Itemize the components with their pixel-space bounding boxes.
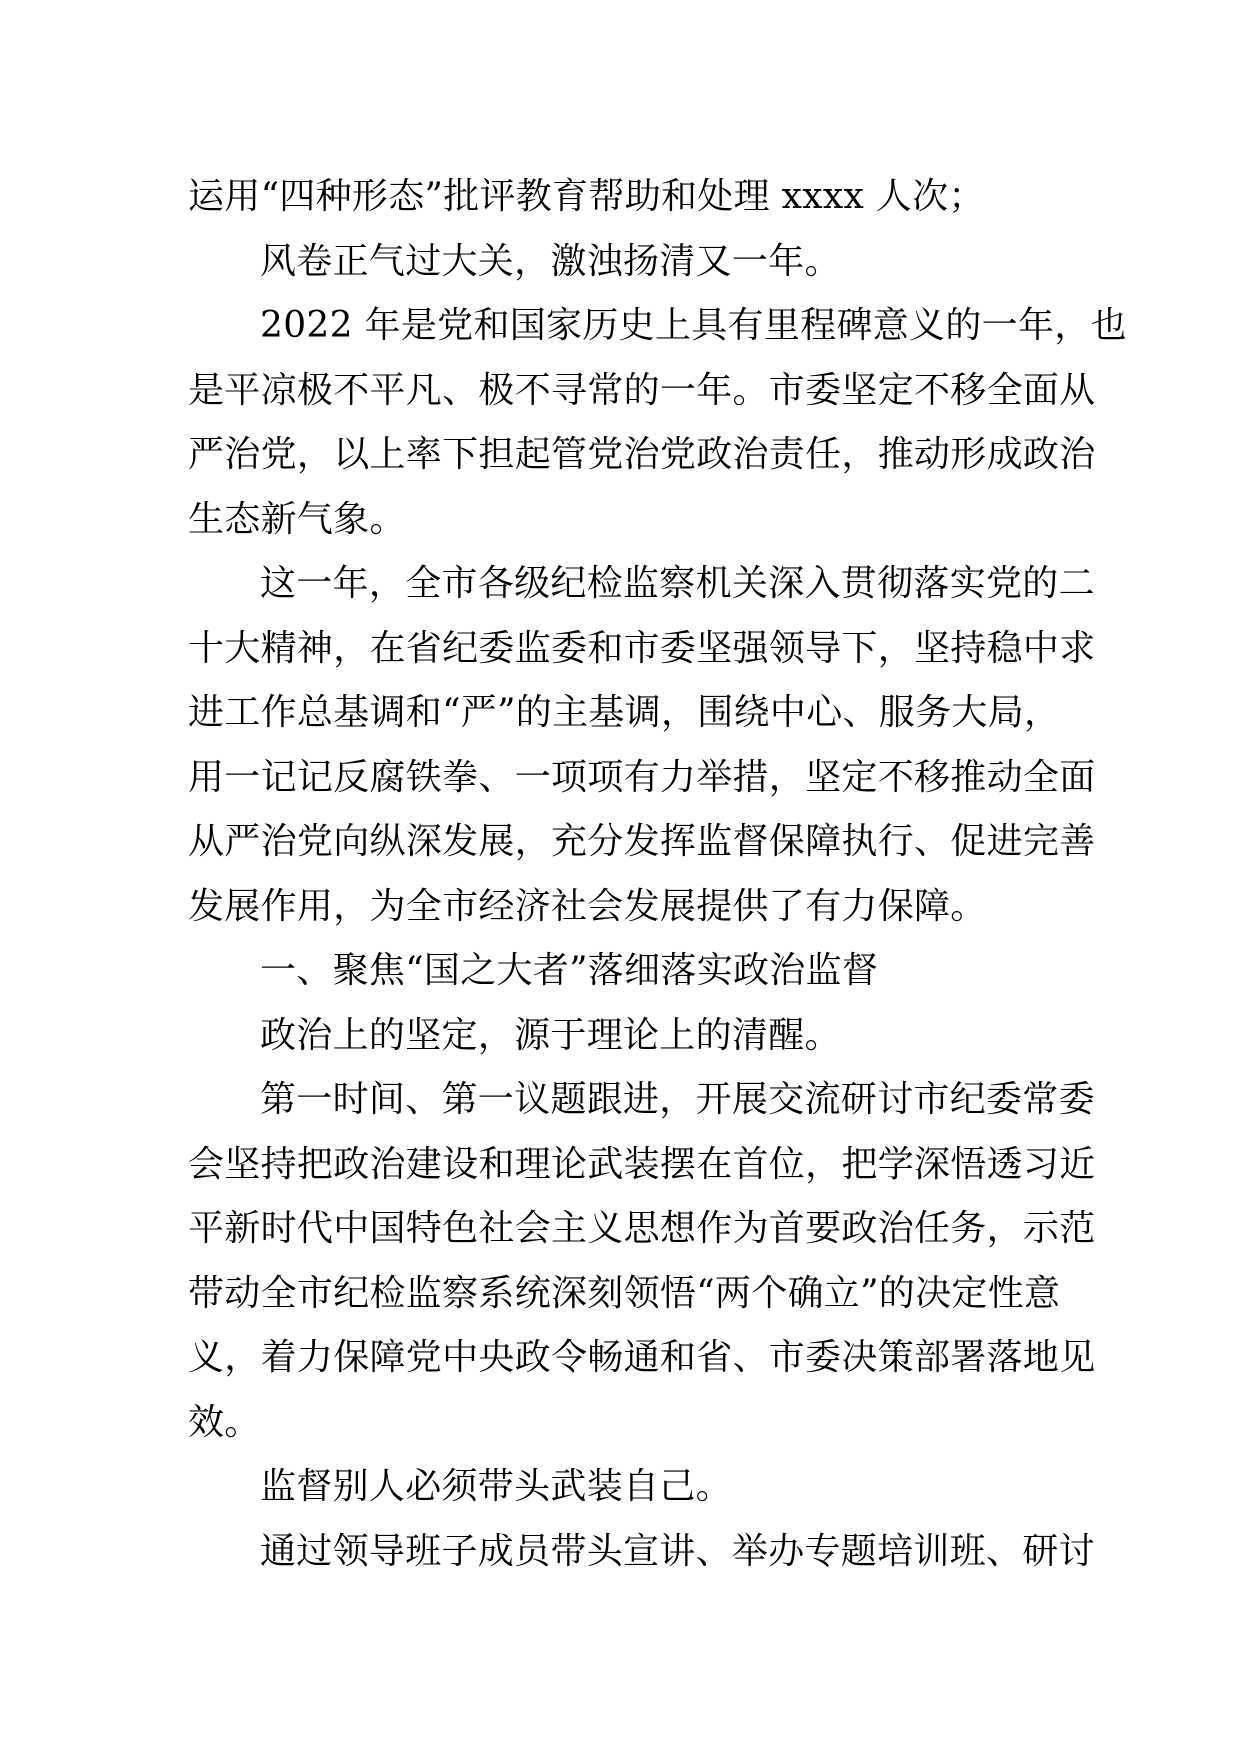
text-line: 政治上的坚定，源于理论上的清醒。 bbox=[260, 1014, 841, 1056]
text-line: 十大精神，在省纪委监委和市委坚强领导下，坚持稳中求 bbox=[188, 627, 1096, 669]
text-line: 生态新气象。 bbox=[188, 498, 406, 540]
text-line: 2022 年是党和国家历史上具有里程碑意义的一年，也 bbox=[260, 305, 1127, 346]
text-line: 进工作总基调和“严”的主基调，围绕中心、服务大局， bbox=[188, 692, 1061, 733]
text-line: 平新时代中国特色社会主义思想作为首要政治任务，示范 bbox=[188, 1208, 1096, 1249]
text-line: 严治党，以上率下担起管党治党政治责任，推动形成政治 bbox=[188, 434, 1096, 475]
text-line: 带动全市纪检监察系统深刻领悟“两个确立”的决定性意 bbox=[188, 1272, 1061, 1314]
text-line: 义，着力保障党中央政令畅通和省、市委决策部署落地见 bbox=[188, 1337, 1096, 1378]
text-line: 用一记记反腐铁拳、一项项有力举措，坚定不移推动全面 bbox=[188, 756, 1096, 798]
text-line: 通过领导班子成员带头宣讲、举办专题培训班、研讨 bbox=[260, 1530, 1095, 1572]
text-line: 是平凉极不平凡、极不寻常的一年。市委坚定不移全面从 bbox=[188, 369, 1096, 411]
text-line: 这一年，全市各级纪检监察机关深入贯彻落实党的二 bbox=[260, 563, 1095, 604]
text-line: 监督别人必须带头武装自己。 bbox=[260, 1466, 732, 1507]
text-line: 从严治党向纵深发展，充分发挥监督保障执行、促进完善 bbox=[188, 821, 1096, 862]
text-line: 发展作用，为全市经济社会发展提供了有力保障。 bbox=[188, 885, 987, 927]
text-line: 效。 bbox=[188, 1401, 261, 1443]
text-line: 会坚持把政治建设和理论武装摆在首位，把学深悟透习近 bbox=[188, 1143, 1096, 1185]
text-line: 第一时间、第一议题跟进，开展交流研讨市纪委常委 bbox=[260, 1079, 1095, 1120]
text-line: 风卷正气过大关，激浊扬清又一年。 bbox=[260, 240, 841, 282]
document-body bbox=[188, 165, 1127, 1584]
text-line: 一、聚焦“国之大者”落细落实政治监督 bbox=[260, 950, 879, 991]
text-line: 运用“四种形态”批评教育帮助和处理 xxxx 人次； bbox=[188, 176, 985, 217]
